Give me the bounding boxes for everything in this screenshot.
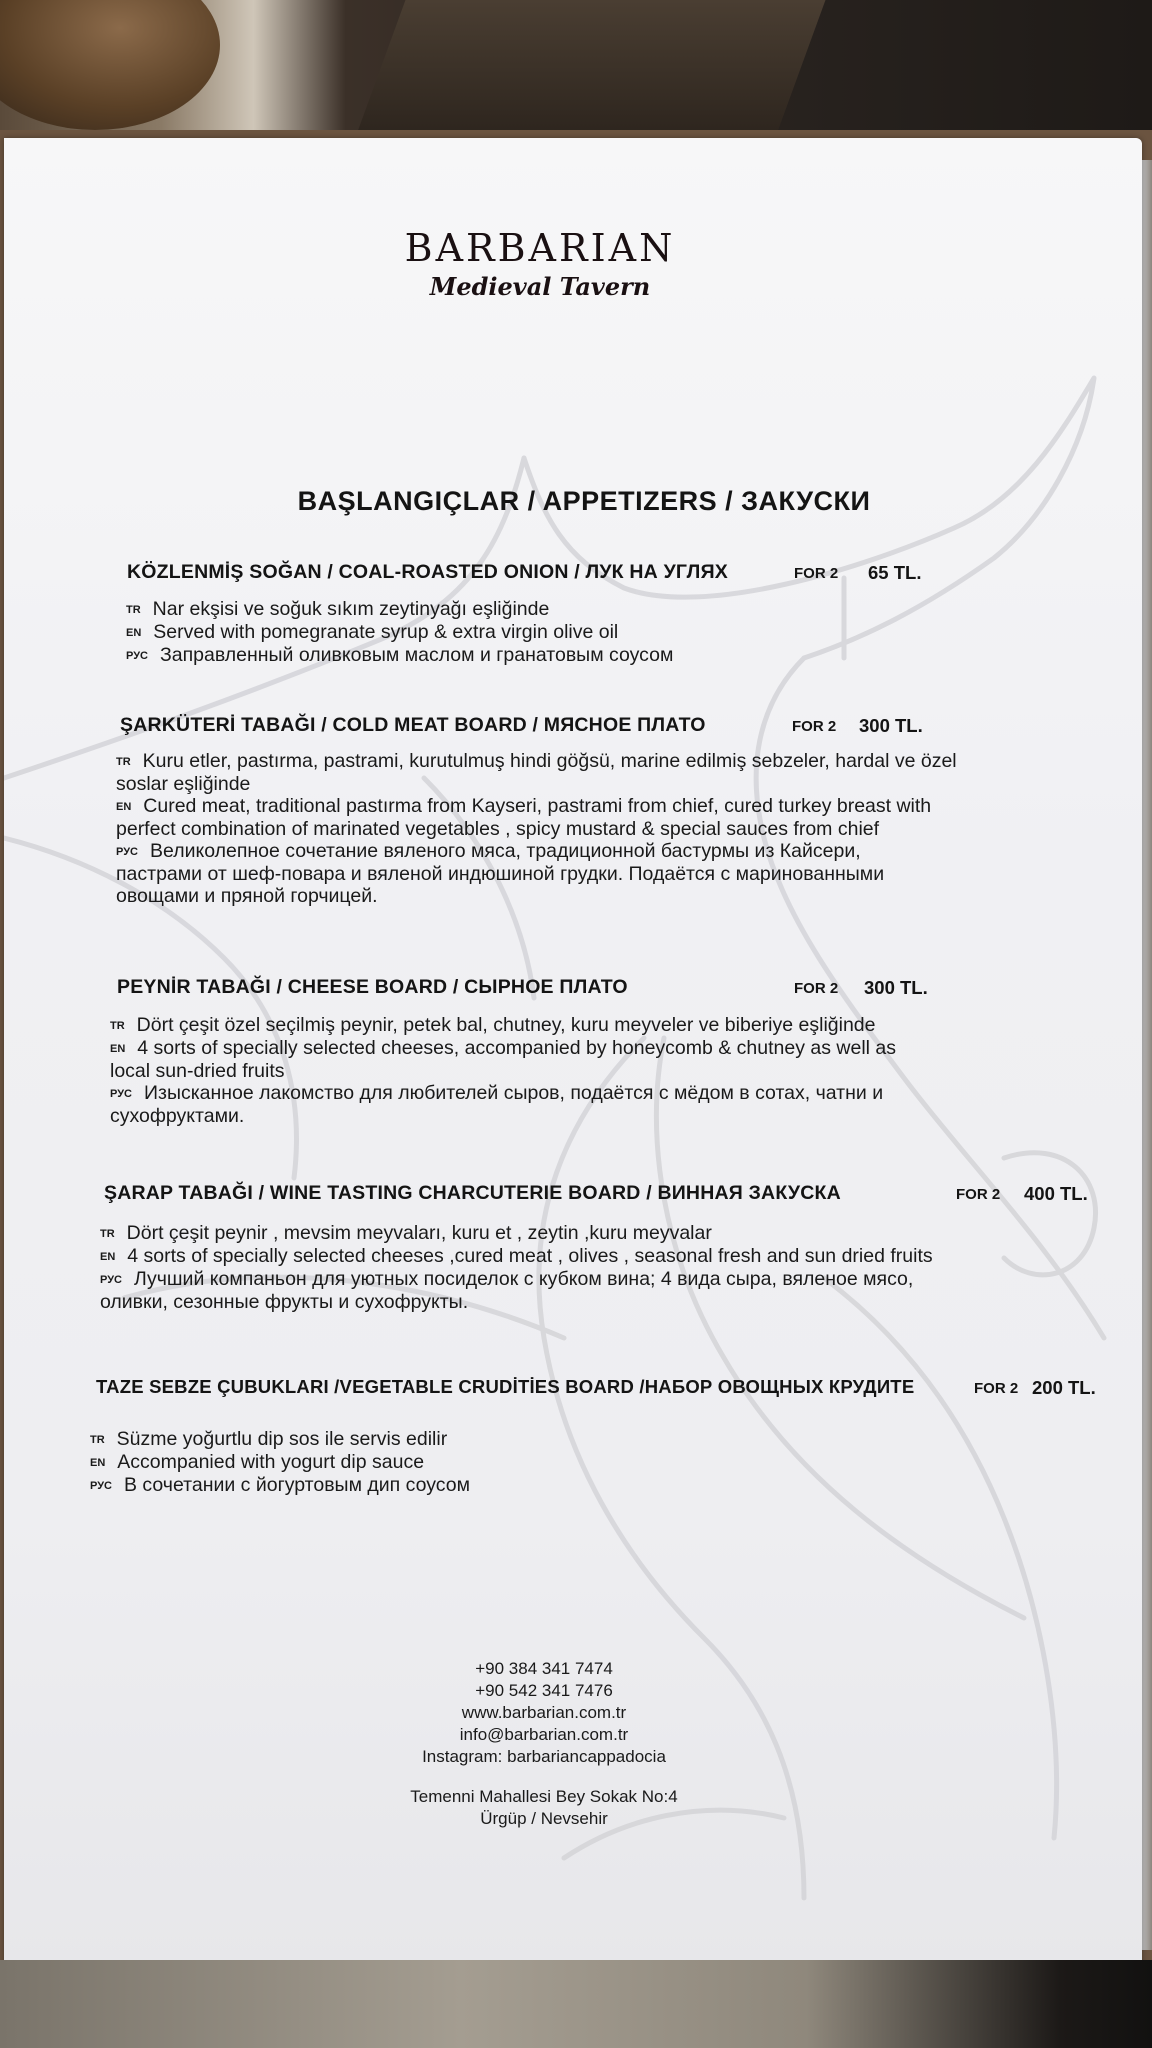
item-price: 65 TL. xyxy=(868,562,922,583)
item-title: ŞARAP TABAĞI / WINE TASTING CHARCUTERIE BOARD / ВИННАЯ ЗАКУСКА xyxy=(104,1182,841,1204)
desc-line: TR Dört çeşit özel seçilmiş peynir, petek bal, chutney, kuru meyveler ve biberiye eşliğinde xyxy=(110,1014,876,1036)
lang-tag-en: EN xyxy=(110,1043,126,1055)
lang-tag-tr: TR xyxy=(100,1228,115,1240)
desc-line: EN Served with pomegranate syrup & extra virgin olive oil xyxy=(126,621,619,643)
item-price: 300 TL. xyxy=(864,977,928,998)
background-top xyxy=(0,0,1152,150)
item-title: PEYNİR TABAĞI / CHEESE BOARD / СЫРНОЕ ПЛАТО xyxy=(117,976,628,998)
desc-line: TR Dört çeşit peynir , mevsim meyvaları, kuru et , zeytin ,kuru meyvalar xyxy=(100,1222,712,1244)
lang-tag-ru: РУС xyxy=(116,846,138,858)
lang-tag-en: EN xyxy=(90,1457,106,1469)
desc-line: TR Nar ekşisi ve soğuk sıkım zeytinyağı eşliğinde xyxy=(126,598,550,620)
desc-line: сухофруктами. xyxy=(110,1105,245,1127)
item-serving: FOR 2 xyxy=(794,565,839,582)
wooden-beam xyxy=(355,0,826,140)
desc-line: EN 4 sorts of specially selected cheeses, accompanied by honeycomb & chutney as well as xyxy=(110,1037,897,1059)
item-description xyxy=(100,1222,933,1313)
instagram: Instagram: barbariancappadocia xyxy=(422,1747,666,1766)
item-description xyxy=(126,598,673,667)
desc-line: РУС Великолепное сочетание вяленого мяса, традиционной бастурмы из Кайсери, xyxy=(116,840,861,862)
footer-spacer xyxy=(324,1768,764,1786)
desc-line: овощами и пряной горчицей. xyxy=(116,885,378,907)
section-title: BAŞLANGIÇLAR / APPETIZERS / ЗАКУСКИ xyxy=(297,486,871,516)
website: www.barbarian.com.tr xyxy=(461,1703,627,1722)
phone-number-1: +90 384 341 7474 xyxy=(475,1659,613,1678)
lang-tag-tr: TR xyxy=(90,1434,105,1446)
phone-number-2: +90 542 341 7476 xyxy=(475,1681,613,1700)
lang-tag-en: EN xyxy=(126,627,142,639)
item-serving: FOR 2 xyxy=(974,1380,1019,1397)
desc-line: РУС Изысканное лакомство для любителей сыров, подаётся с мёдом в сотах, чатни и xyxy=(110,1082,884,1104)
brand-subtitle: Medieval Tavern xyxy=(429,272,651,301)
desc-line: EN 4 sorts of specially selected cheeses ,cured meat , olives , seasonal fresh and sun dried fruits xyxy=(100,1245,933,1267)
item-serving: FOR 2 xyxy=(956,1186,1001,1203)
desc-line: РУС В сочетании с йогуртовым дип соусом xyxy=(90,1474,470,1496)
lang-tag-tr: TR xyxy=(110,1020,125,1032)
lang-tag-ru: РУС xyxy=(100,1274,122,1286)
barrel xyxy=(0,0,220,130)
menu-page xyxy=(4,138,1142,1968)
contact-footer xyxy=(324,1658,764,1830)
desc-line: perfect combination of marinated vegetables , spicy mustard & special sauces from chief xyxy=(116,818,880,840)
item-title: ŞARKÜTERİ TABAĞI / COLD MEAT BOARD / МЯСНОЕ ПЛАТО xyxy=(120,714,706,736)
item-price: 200 TL. xyxy=(1032,1377,1096,1398)
item-title: KÖZLENMİŞ SOĞAN / COAL-ROASTED ONION / ЛУК НА УГЛЯХ xyxy=(127,561,728,583)
desc-line: soslar eşliğinde xyxy=(116,773,251,795)
desc-line: local sun-dried fruits xyxy=(110,1060,285,1082)
address-line-1: Temenni Mahallesi Bey Sokak No:4 xyxy=(410,1787,678,1806)
desc-line: РУС Заправленный оливковым маслом и гранатовым соусом xyxy=(126,644,674,666)
desc-line: оливки, сезонные фрукты и сухофрукты. xyxy=(100,1291,469,1313)
desc-line: EN Accompanied with yogurt dip sauce xyxy=(90,1451,425,1473)
menu-content xyxy=(4,138,1142,1968)
item-serving: FOR 2 xyxy=(794,980,839,997)
lang-tag-tr: TR xyxy=(116,756,131,768)
lang-tag-en: EN xyxy=(100,1251,116,1263)
desc-line: TR Kuru etler, pastırma, pastrami, kurutulmuş hindi göğsü, marine edilmiş sebzeler, hardal ve özel xyxy=(116,750,957,772)
brand-logo xyxy=(380,226,700,301)
item-serving: FOR 2 xyxy=(792,718,837,735)
item-description xyxy=(110,1014,896,1127)
item-price: 300 TL. xyxy=(859,715,923,736)
address-line-2: Ürgüp / Nevsehir xyxy=(480,1809,608,1828)
desc-line: пастрами от шеф-повара и вяленой индюшиной грудки. Подаётся с маринованными xyxy=(116,863,885,885)
brand-name: BARBARIAN xyxy=(404,226,676,270)
lang-tag-en: EN xyxy=(116,801,132,813)
desc-line: TR Süzme yoğurtlu dip sos ile servis edilir xyxy=(90,1428,448,1450)
desc-line: РУС Лучший компаньон для уютных посиделок с кубком вина; 4 вида сыра, вяленое мясо, xyxy=(100,1268,914,1290)
desc-line: EN Cured meat, traditional pastırma from Kayseri, pastrami from chief, cured turkey breast with xyxy=(116,795,932,817)
item-title: TAZE SEBZE ÇUBUKLARI /VEGETABLE CRUDİTİES BOARD /НАБОР ОВОЩНЫХ КРУДИТЕ xyxy=(96,1376,915,1397)
item-price: 400 TL. xyxy=(1024,1183,1088,1204)
lang-tag-ru: РУС xyxy=(126,650,148,662)
lang-tag-tr: TR xyxy=(126,604,141,616)
lang-tag-ru: РУС xyxy=(90,1480,112,1492)
email: info@barbarian.com.tr xyxy=(459,1725,629,1744)
background-bottom xyxy=(0,1960,1152,2048)
lang-tag-ru: РУС xyxy=(110,1088,132,1100)
item-description xyxy=(116,750,957,907)
item-description xyxy=(90,1428,470,1497)
